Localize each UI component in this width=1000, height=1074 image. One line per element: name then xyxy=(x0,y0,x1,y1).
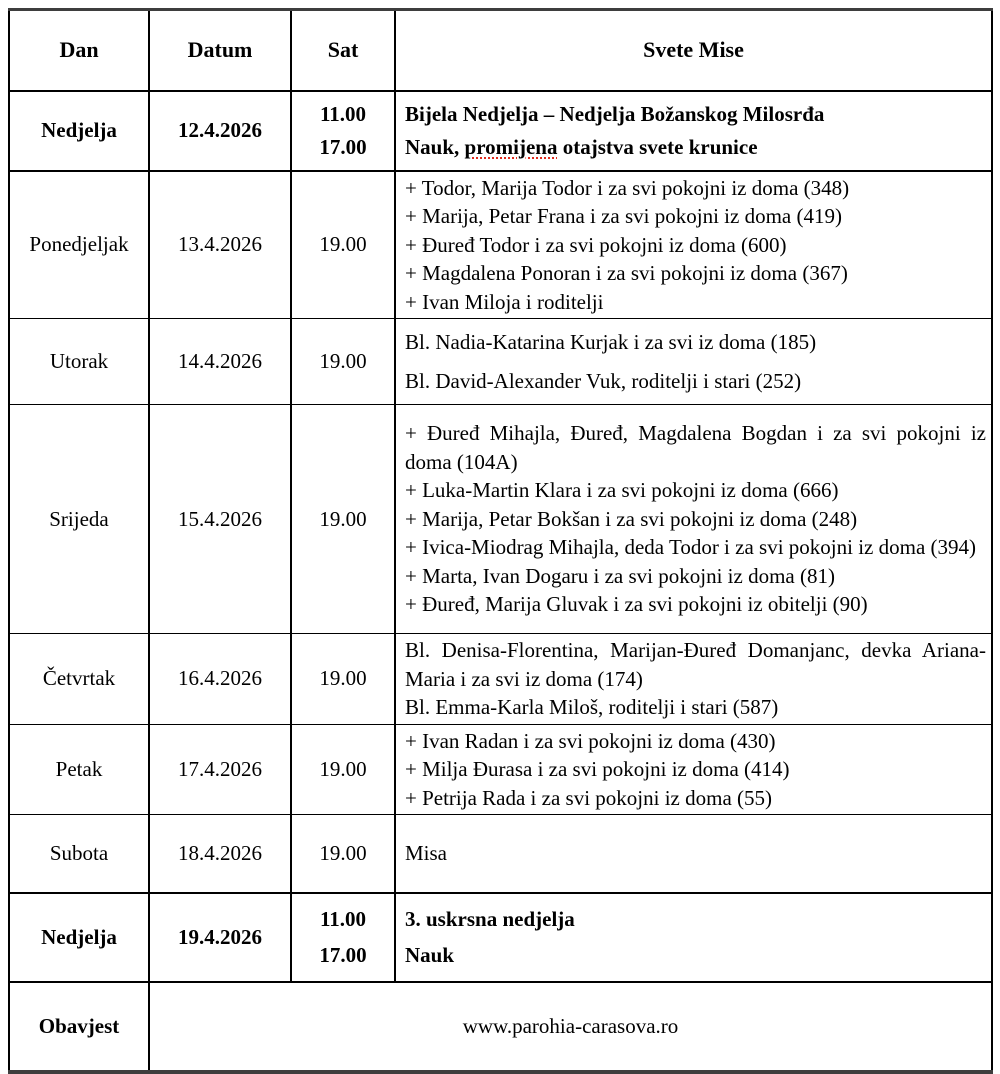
mass-entry-text: otajstva svete krunice xyxy=(557,134,758,159)
row-sunday-19-4 xyxy=(9,893,992,982)
date-cell: 12.4.2026 xyxy=(149,91,291,171)
mass-entry: + Đuređ Todor i za svi pokojni iz doma (600) xyxy=(405,232,787,257)
day-cell: Subota xyxy=(9,815,149,893)
day-cell: Nedjelja xyxy=(9,91,149,171)
mass-cell xyxy=(395,91,992,171)
mass-entry: Bl. Nadia-Katarina Kurjak i za svi iz doma (185) xyxy=(405,329,817,354)
date-cell: 19.4.2026 xyxy=(149,893,291,982)
day-cell: Petak xyxy=(9,724,149,815)
day-cell: Ponedjeljak xyxy=(9,171,149,319)
mass-schedule-table xyxy=(8,8,993,1074)
row-wednesday xyxy=(9,405,992,634)
mass-stack xyxy=(405,94,986,168)
date-cell: 16.4.2026 xyxy=(149,634,291,725)
date-cell: 17.4.2026 xyxy=(149,724,291,815)
mass-entry: Bl. Denisa-Florentina, Marijan-Đuređ Domanjanc, devka Ariana-Maria i za svi iz doma (174) xyxy=(405,638,986,691)
mass-cell xyxy=(395,815,992,893)
day-cell: Nedjelja xyxy=(9,893,149,982)
column-header-day: Dan xyxy=(9,10,149,91)
mass-time: 11.00 xyxy=(319,907,367,932)
mass-entry: + Marija, Petar Frana i za svi pokojni iz doma (419) xyxy=(405,204,842,228)
notice-content: www.parohia-carasova.ro xyxy=(149,982,992,1072)
mass-time: 17.00 xyxy=(319,942,367,967)
hour-cell: 19.00 xyxy=(291,634,395,725)
row-monday xyxy=(9,171,992,319)
row-tuesday xyxy=(9,319,992,405)
mass-cell xyxy=(395,319,992,405)
mass-cell xyxy=(395,634,992,725)
mass-entry: + Đuređ, Marija Gluvak i za svi pokojni iz obitelji (90) xyxy=(405,592,868,617)
date-cell: 14.4.2026 xyxy=(149,319,291,405)
hour-cell: 19.00 xyxy=(291,405,395,634)
mass-time: 17.00 xyxy=(319,134,367,159)
row-sunday-12-4 xyxy=(9,91,992,171)
row-thursday xyxy=(9,634,992,725)
mass-entry: + Petrija Rada i za svi pokojni iz doma (55) xyxy=(405,785,773,810)
mass-cell xyxy=(395,724,992,815)
date-cell: 13.4.2026 xyxy=(149,171,291,319)
column-header-masses: Svete Mise xyxy=(395,10,992,91)
mass-entry: Bl. David-Alexander Vuk, roditelji i stari (252) xyxy=(405,369,802,393)
mass-entry: + Magdalena Ponoran i za svi pokojni iz doma (367) xyxy=(405,261,848,285)
hour-cell xyxy=(291,893,395,982)
mass-entry: + Ivica-Miodrag Mihajla, deda Todor i za svi pokojni iz doma (394) xyxy=(405,535,977,560)
hour-cell: 19.00 xyxy=(291,724,395,815)
mass-stack xyxy=(405,896,986,979)
mass-entry: + Đuređ Mihajla, Đuređ, Magdalena Bogdan i za svi pokojni iz doma (104A) xyxy=(405,421,986,474)
mass-cell xyxy=(395,171,992,319)
mass-entry: + Todor, Marija Todor i za svi pokojni iz doma (348) xyxy=(405,175,850,200)
mass-entry: Nauk xyxy=(405,942,455,967)
column-header-hour: Sat xyxy=(291,10,395,91)
misspelled-word: promijena xyxy=(464,134,558,159)
mass-entry: Misa xyxy=(405,841,447,865)
mass-entry: + Ivan Miloja i roditelji xyxy=(405,289,604,314)
row-saturday xyxy=(9,815,992,893)
day-cell: Četvrtak xyxy=(9,634,149,725)
mass-entry: + Ivan Radan i za svi pokojni iz doma (430) xyxy=(405,728,776,753)
day-cell: Utorak xyxy=(9,319,149,405)
mass-entry: 3. uskrsna nedjelja xyxy=(405,907,575,932)
table-header-row xyxy=(9,10,992,91)
date-cell: 15.4.2026 xyxy=(149,405,291,634)
day-cell: Srijeda xyxy=(9,405,149,634)
hour-cell: 19.00 xyxy=(291,319,395,405)
mass-entry xyxy=(405,135,986,159)
hour-stack xyxy=(292,896,394,979)
row-notice xyxy=(9,982,992,1072)
mass-entry: + Marta, Ivan Dogaru i za svi pokojni iz doma (81) xyxy=(405,563,835,588)
hour-cell: 19.00 xyxy=(291,171,395,319)
column-header-date: Datum xyxy=(149,10,291,91)
mass-cell xyxy=(395,405,992,634)
mass-cell xyxy=(395,893,992,982)
mass-entry: Bl. Emma-Karla Miloš, roditelji i stari (587) xyxy=(405,695,779,719)
mass-entry: + Luka-Martin Klara i za svi pokojni iz doma (666) xyxy=(405,478,839,503)
hour-cell: 19.00 xyxy=(291,815,395,893)
mass-entry: Bijela Nedjelja – Nedjelja Božanskog Milosrđa xyxy=(405,102,825,127)
mass-time: 11.00 xyxy=(319,102,367,127)
mass-entry: + Milja Đurasa i za svi pokojni iz doma (414) xyxy=(405,757,790,781)
notice-label: Obavjest xyxy=(9,982,149,1072)
mass-entry: + Marija, Petar Bokšan i za svi pokojni iz doma (248) xyxy=(405,506,858,531)
hour-stack xyxy=(292,94,394,168)
date-cell: 18.4.2026 xyxy=(149,815,291,893)
row-friday xyxy=(9,724,992,815)
mass-entry-text: Nauk, xyxy=(405,134,465,159)
hour-cell xyxy=(291,91,395,171)
